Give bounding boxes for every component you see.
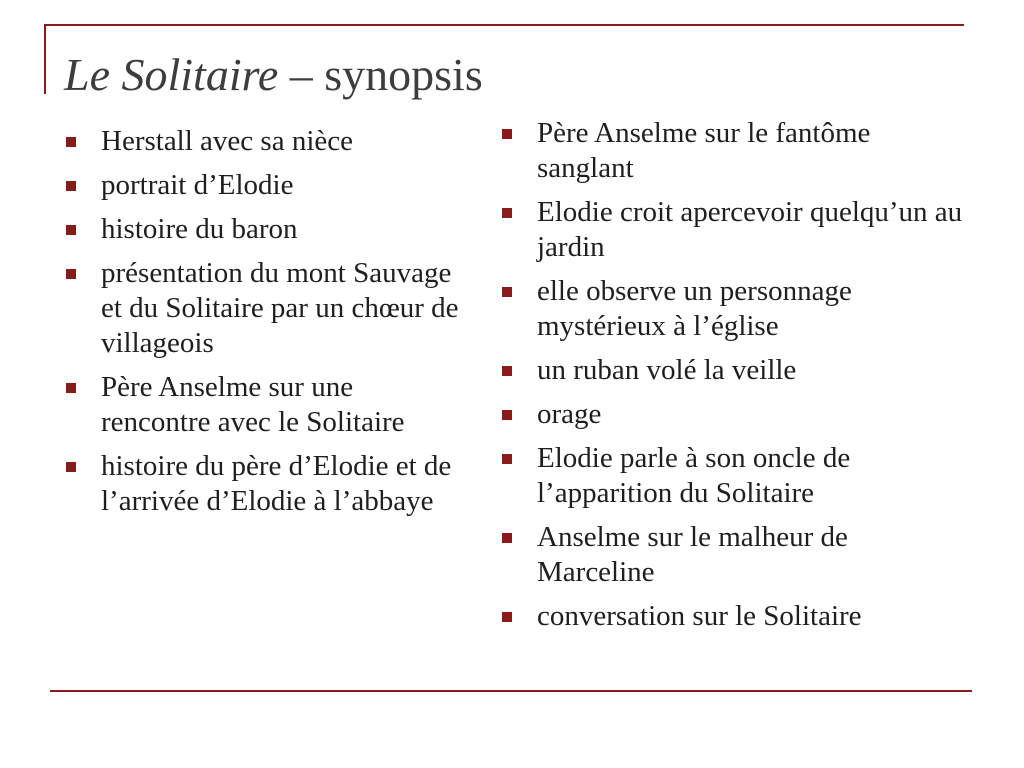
list-item [500, 441, 970, 511]
square-bullet-icon [66, 181, 76, 191]
square-bullet-icon [66, 225, 76, 235]
left-rule [44, 24, 46, 94]
list-item [64, 212, 464, 247]
title-rest: – synopsis [278, 49, 483, 100]
square-bullet-icon [502, 454, 512, 464]
list-item-text: conversation sur le Solitaire [537, 600, 862, 632]
right-bullet-list [500, 116, 970, 643]
list-item-text: un ruban volé la veille [537, 354, 797, 386]
list-item [500, 397, 970, 432]
list-item [64, 449, 464, 519]
list-item [500, 116, 970, 186]
square-bullet-icon [502, 366, 512, 376]
square-bullet-icon [66, 462, 76, 472]
square-bullet-icon [502, 129, 512, 139]
list-item [500, 520, 970, 590]
list-item [500, 195, 970, 265]
square-bullet-icon [502, 287, 512, 297]
list-item-text: orage [537, 398, 602, 430]
bottom-rule [50, 690, 972, 692]
list-item [500, 599, 970, 634]
slide-title [64, 40, 483, 110]
square-bullet-icon [66, 269, 76, 279]
square-bullet-icon [66, 383, 76, 393]
list-item-text: elle observe un personnage mystérieux à l’église [537, 275, 852, 342]
list-item-text: Père Anselme sur une rencontre avec le Solitaire [101, 371, 405, 438]
list-item-text: présentation du mont Sauvage et du Solitaire par un chœur de villageois [101, 257, 459, 359]
list-item [64, 168, 464, 203]
square-bullet-icon [502, 612, 512, 622]
square-bullet-icon [66, 137, 76, 147]
list-item-text: Anselme sur le malheur de Marceline [537, 521, 848, 588]
list-item [64, 370, 464, 440]
list-item [500, 274, 970, 344]
list-item-text: Elodie croit apercevoir quelqu’un au jardin [537, 196, 963, 263]
list-item [64, 256, 464, 361]
square-bullet-icon [502, 533, 512, 543]
list-item-text: histoire du baron [101, 213, 298, 245]
square-bullet-icon [502, 208, 512, 218]
left-bullet-list [64, 124, 464, 528]
list-item [500, 353, 970, 388]
title-italic: Le Solitaire [64, 49, 279, 100]
list-item-text: Herstall avec sa nièce [101, 125, 353, 157]
list-item-text: Père Anselme sur le fantôme sanglant [537, 117, 871, 184]
list-item-text: Elodie parle à son oncle de l’apparition du Solitaire [537, 442, 851, 509]
list-item-text: portrait d’Elodie [101, 169, 294, 201]
square-bullet-icon [502, 410, 512, 420]
list-item [64, 124, 464, 159]
list-item-text: histoire du père d’Elodie et de l’arrivée d’Elodie à l’abbaye [101, 450, 452, 517]
top-rule [44, 24, 964, 26]
